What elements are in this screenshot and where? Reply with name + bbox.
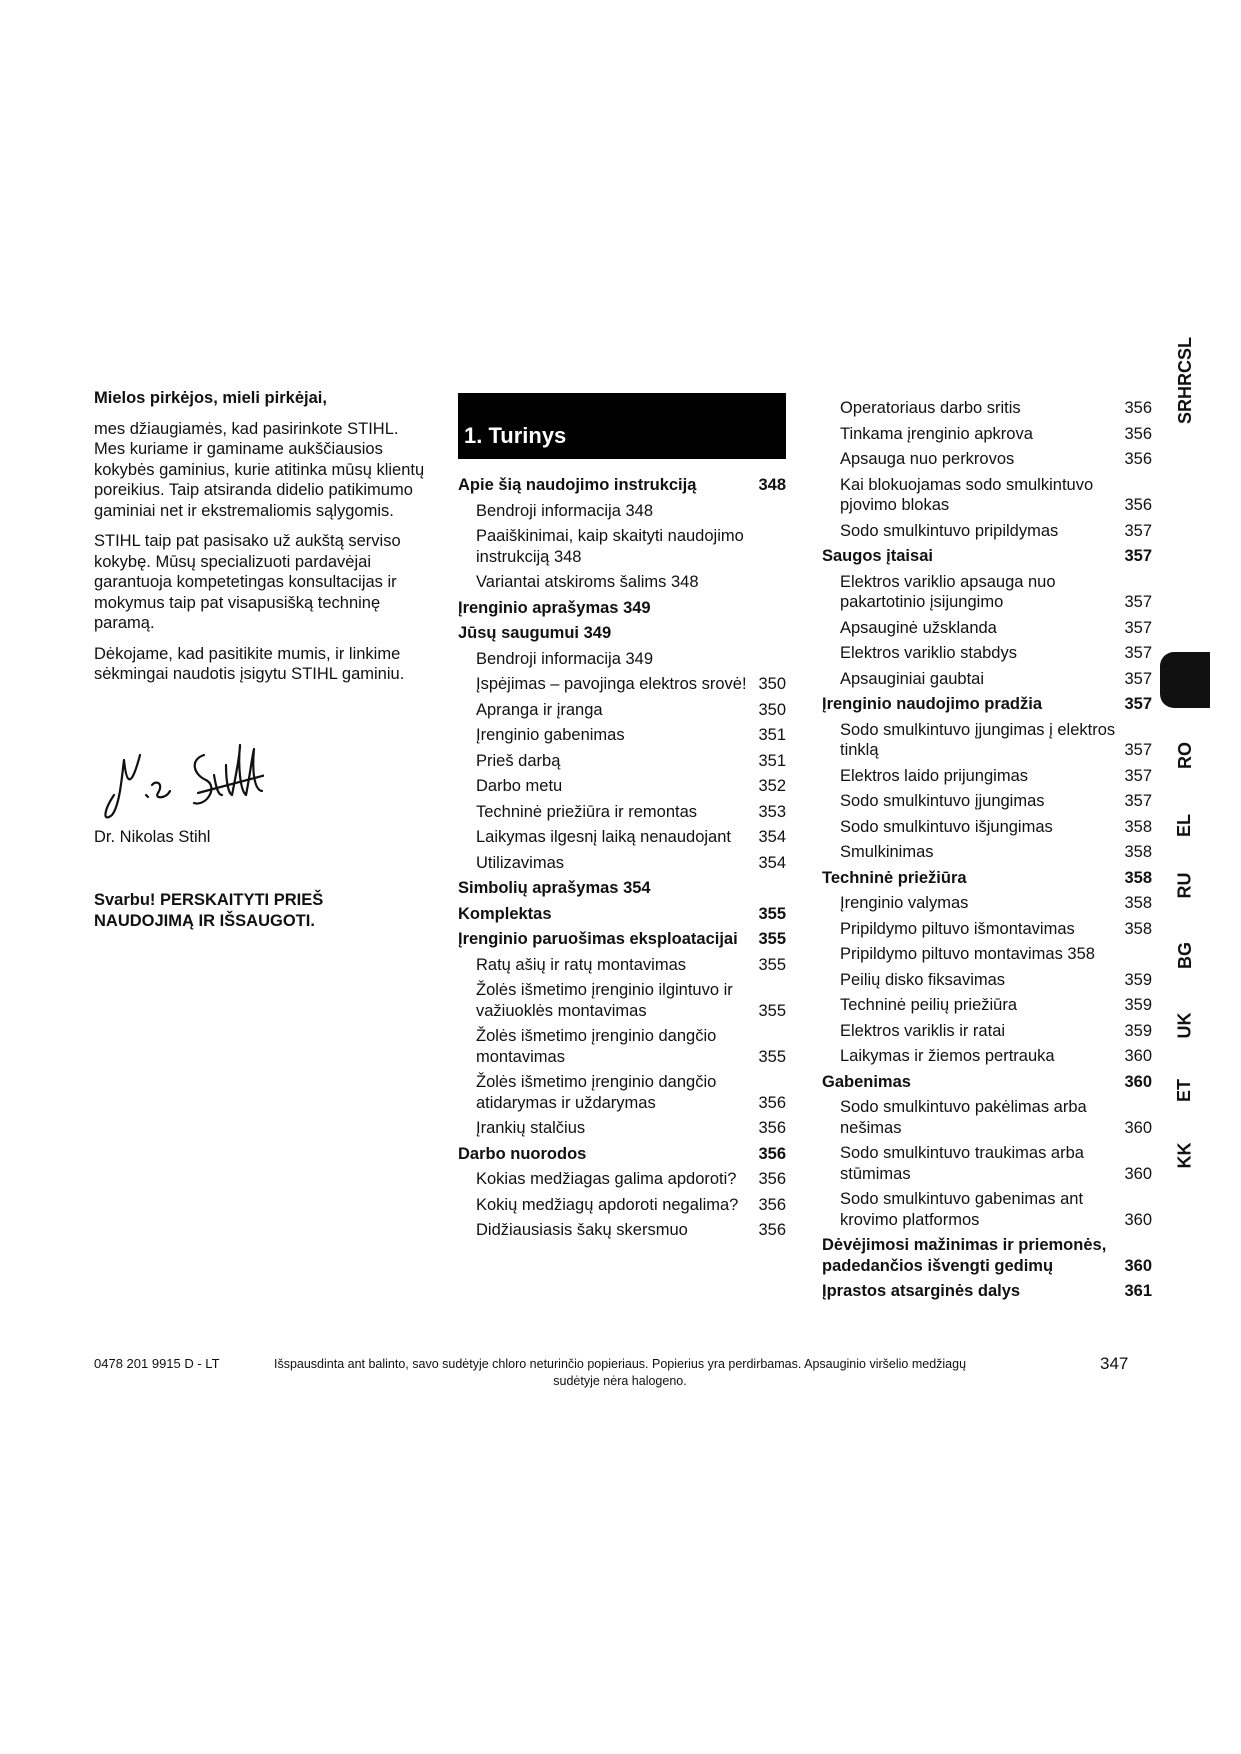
toc-entry-page: 357 <box>1124 547 1152 565</box>
toc-entry-title: Sodo smulkintuvo pakėlimas arba nešimas <box>840 1098 1087 1137</box>
toc-entry-title: Variantai atskiroms šalims 348 <box>476 573 699 591</box>
toc-entry-title: Utilizavimas <box>476 853 565 872</box>
toc-entry[interactable] <box>458 853 786 874</box>
toc-entry-title: Paaiškinimai, kaip skaityti naudojimo instrukciją 348 <box>476 527 744 566</box>
toc-entry[interactable] <box>822 842 1152 863</box>
toc-entry[interactable] <box>822 424 1152 445</box>
toc-entry-page: 360 <box>1124 1072 1152 1091</box>
toc-entry-page: 357 <box>1124 593 1152 611</box>
toc-entry-page: 357 <box>1124 669 1152 688</box>
toc-entry-title: Ratų ašių ir ratų montavimas <box>476 955 686 974</box>
toc-entry[interactable] <box>822 572 1152 613</box>
intro-paragraph-1: mes džiaugiamės, kad pasirinkote STIHL. Mes kuriame ir gaminame aukščiausios kokybės gaminius, kurie atitinka mūsų klientų poreikius. Taip atsiranda didelio patikimumo gaminiai net ir ekstremaliomis sąlygomis. <box>94 419 425 520</box>
toc-entry-title: Bendroji informacija 349 <box>476 649 654 668</box>
toc-entry-page: 356 <box>758 1221 786 1239</box>
toc-entry-page: 356 <box>1124 399 1152 417</box>
paper-note: Išspausdinta ant balinto, savo sudėtyje chloro neturinčio popieriaus. Popierius yra perdirbamas. Apsauginio viršelio medžiagų sudėtyje nėra halogeno. <box>273 1357 967 1388</box>
toc-entry-page: 357 <box>1124 644 1152 662</box>
language-tab-kk[interactable] <box>1168 1130 1202 1180</box>
document-code: 0478 201 9915 D - LT <box>94 1356 220 1371</box>
toc-section[interactable] <box>458 623 786 644</box>
toc-entry-title: Įrankių stalčius <box>476 1119 586 1137</box>
language-tab-label: UK <box>1174 1012 1195 1038</box>
toc-entry-page: 355 <box>758 1047 786 1066</box>
toc-entry[interactable] <box>458 674 786 695</box>
toc-entry-page: 358 <box>1124 868 1152 887</box>
toc-entry-page: 356 <box>758 1170 786 1188</box>
toc-entry[interactable] <box>458 751 786 772</box>
toc-entry-page: 356 <box>758 1144 786 1163</box>
toc-entry-title: Smulkinimas <box>840 843 934 861</box>
toc-entry-page: 351 <box>758 726 786 744</box>
toc-entry-page: 358 <box>1124 817 1152 836</box>
toc-entry-page: 354 <box>758 828 786 846</box>
active-language-tab[interactable] <box>1160 652 1210 708</box>
toc-entry-page: 350 <box>758 675 786 693</box>
toc-entry-title: Apsauginė užsklanda <box>840 618 997 637</box>
toc-entry-title: Sodo smulkintuvo gabenimas ant krovimo platformos <box>840 1190 1084 1229</box>
toc-entry[interactable] <box>458 955 786 976</box>
toc-entry-title: Apsauga nuo perkrovos <box>840 450 1015 468</box>
toc-entry-page: 357 <box>1124 792 1152 810</box>
toc-entry[interactable] <box>458 649 786 670</box>
toc-entry-page: 358 <box>1124 843 1152 861</box>
toc-entry[interactable] <box>458 725 786 746</box>
toc-entry-title: Žolės išmetimo įrenginio ilgintuvo ir važiuoklės montavimas <box>476 981 733 1020</box>
toc-entry[interactable] <box>822 791 1152 812</box>
important-notice: Svarbu! PERSKAITYTI PRIEŠ NAUDOJIMĄ IR IŠSAUGOTI. <box>94 891 324 930</box>
toc-entry-page: 356 <box>1124 424 1152 443</box>
toc-entry[interactable] <box>822 970 1152 991</box>
toc-section[interactable] <box>822 868 1152 889</box>
toc-section[interactable] <box>458 475 786 496</box>
language-tab-bg[interactable] <box>1168 930 1202 980</box>
toc-entry-page: 356 <box>758 1195 786 1214</box>
toc-entry-title: Sodo smulkintuvo įjungimas <box>840 792 1045 810</box>
signature-image <box>94 735 264 823</box>
toc-section[interactable] <box>822 1235 1152 1276</box>
toc-section[interactable] <box>822 694 1152 715</box>
toc-entry-page: 360 <box>1124 1118 1152 1137</box>
toc-column-1 <box>458 470 786 1241</box>
toc-entry-title: Prieš darbą <box>476 751 561 770</box>
language-tab-label: SRHRCSL <box>1174 336 1195 424</box>
toc-section[interactable] <box>458 878 786 899</box>
toc-section[interactable] <box>458 929 786 950</box>
language-tab-label: RU <box>1174 872 1195 898</box>
toc-entry[interactable] <box>822 919 1152 940</box>
toc-entry[interactable] <box>458 1118 786 1139</box>
toc-entry[interactable] <box>822 995 1152 1016</box>
toc-entry[interactable] <box>458 1026 786 1067</box>
toc-entry-title: Įprastos atsarginės dalys <box>822 1282 1021 1300</box>
toc-entry-page: 354 <box>758 853 786 872</box>
toc-entry-page: 353 <box>758 802 786 821</box>
language-tab-label: EL <box>1174 813 1195 837</box>
toc-entry-title: Žolės išmetimo įrenginio dangčio montavimas <box>476 1027 717 1066</box>
greeting: Mielos pirkėjos, mieli pirkėjai, <box>94 389 327 407</box>
toc-entry-title: Apsauginiai gaubtai <box>840 669 985 688</box>
intro-paragraph-3: Dėkojame, kad pasitikite mumis, ir linkime sėkmingai naudotis įsigytu STIHL gaminiu. <box>94 644 405 683</box>
toc-entry-title: Apranga ir įranga <box>476 700 603 719</box>
toc-entry[interactable] <box>822 766 1152 787</box>
toc-section[interactable] <box>822 546 1152 567</box>
toc-entry-title: Laikymas ir žiemos pertrauka <box>840 1047 1055 1065</box>
language-tab-el[interactable] <box>1168 800 1202 850</box>
toc-entry[interactable] <box>822 669 1152 690</box>
toc-entry[interactable] <box>458 827 786 848</box>
toc-entry-title: Tinkama įrenginio apkrova <box>840 424 1033 443</box>
toc-entry[interactable] <box>458 802 786 823</box>
toc-section[interactable] <box>458 904 786 925</box>
intro-paragraph-2: STIHL taip pat pasisako už aukštą serviso kokybę. Mūsų specializuoti pardavėjai garantuoja kompetetingas konsultacijas ir mokymus taip pat visapusišką techninę paramą. <box>94 532 401 632</box>
toc-entry-title: Operatoriaus darbo sritis <box>840 399 1021 417</box>
toc-entry[interactable] <box>822 449 1152 470</box>
toc-entry[interactable] <box>822 1143 1152 1184</box>
toc-entry-page: 359 <box>1124 1021 1152 1040</box>
toc-entry-title: Įrenginio aprašymas 349 <box>458 598 651 617</box>
toc-entry-title: Techninė priežiūra <box>822 868 967 887</box>
language-tab-uk[interactable] <box>1168 1000 1202 1050</box>
toc-entry-title: Jūsų saugumui 349 <box>458 624 612 642</box>
toc-entry[interactable] <box>458 572 786 593</box>
toc-entry-title: Didžiausiasis šakų skersmuo <box>476 1221 688 1239</box>
toc-entry-title: Pripildymo piltuvo montavimas 358 <box>840 945 1095 963</box>
toc-entry-title: Kokių medžiagų apdoroti negalima? <box>476 1195 739 1214</box>
toc-entry-title: Kokias medžiagas galima apdoroti? <box>476 1170 737 1188</box>
toc-entry-title: Elektros laido prijungimas <box>840 766 1029 785</box>
toc-entry-title: Įrenginio gabenimas <box>476 726 625 744</box>
language-tab-label: BG <box>1174 941 1195 969</box>
toc-entry[interactable] <box>822 1021 1152 1042</box>
toc-entry-title: Sodo smulkintuvo traukimas arba stūmimas <box>840 1144 1084 1183</box>
toc-entry-title: Bendroji informacija 348 <box>476 501 654 520</box>
toc-entry-page: 356 <box>758 1093 786 1112</box>
toc-entry[interactable] <box>822 817 1152 838</box>
toc-entry-page: 355 <box>758 904 786 923</box>
toc-entry-page: 352 <box>758 777 786 795</box>
toc-entry-page: 358 <box>1124 894 1152 912</box>
toc-entry[interactable] <box>822 944 1152 965</box>
toc-section[interactable] <box>822 1281 1152 1302</box>
toc-entry[interactable] <box>458 501 786 522</box>
toc-entry[interactable] <box>822 720 1152 761</box>
toc-entry-page: 355 <box>758 955 786 974</box>
toc-entry-page: 359 <box>1124 996 1152 1014</box>
toc-entry-page: 356 <box>758 1119 786 1137</box>
toc-entry-title: Pripildymo piltuvo išmontavimas <box>840 919 1075 938</box>
toc-entry-title: Techninė peilių priežiūra <box>840 996 1018 1014</box>
toc-header <box>458 393 786 459</box>
toc-entry-page: 358 <box>1124 919 1152 938</box>
language-tab-label: ET <box>1174 1078 1195 1102</box>
intro-letter <box>94 388 434 695</box>
toc-entry-title: Sodo smulkintuvo pripildymas <box>840 521 1059 540</box>
toc-entry-page: 357 <box>1124 741 1152 759</box>
toc-entry-title: Sodo smulkintuvo įjungimas į elektros tinklą <box>840 720 1116 759</box>
toc-entry[interactable] <box>822 618 1152 639</box>
toc-entry-page: 356 <box>1124 450 1152 468</box>
toc-entry-title: Gabenimas <box>822 1072 911 1091</box>
page-number: 347 <box>1100 1354 1129 1373</box>
toc-entry-title: Sodo smulkintuvo išjungimas <box>840 817 1053 836</box>
toc-entry-title: Laikymas ilgesnį laiką nenaudojant <box>476 828 731 846</box>
toc-entry-title: Peilių disko fiksavimas <box>840 970 1006 989</box>
toc-entry-title: Įrenginio valymas <box>840 894 969 912</box>
toc-entry-title: Įrenginio paruošimas eksploatacijai <box>458 930 738 948</box>
signature-name: Dr. Nikolas Stihl <box>94 828 211 846</box>
toc-entry-page: 360 <box>1124 1256 1152 1275</box>
toc-entry-title: Darbo metu <box>476 777 563 795</box>
toc-entry[interactable] <box>458 980 786 1021</box>
toc-entry-title: Simbolių aprašymas 354 <box>458 879 651 897</box>
toc-entry[interactable] <box>458 1169 786 1190</box>
toc-entry[interactable] <box>822 1097 1152 1138</box>
toc-entry-title: Įrenginio naudojimo pradžia <box>822 695 1043 713</box>
toc-entry-title: Elektros variklio stabdys <box>840 644 1017 662</box>
toc-entry[interactable] <box>458 1072 786 1113</box>
toc-entry-title: Apie šią naudojimo instrukciją <box>458 476 697 494</box>
toc-entry-title: Elektros variklis ir ratai <box>840 1021 1006 1040</box>
toc-entry-page: 355 <box>758 930 786 948</box>
toc-entry[interactable] <box>822 475 1152 516</box>
toc-entry-title: Elektros variklio apsauga nuo pakartotinio įsijungimo <box>840 572 1056 611</box>
toc-entry[interactable] <box>458 1220 786 1241</box>
language-tab-et[interactable] <box>1168 1065 1202 1115</box>
toc-entry[interactable] <box>822 521 1152 542</box>
toc-entry-title: Žolės išmetimo įrenginio dangčio atidarymas ir uždarymas <box>476 1073 717 1112</box>
language-tab-label: KK <box>1174 1142 1195 1168</box>
toc-entry[interactable] <box>458 700 786 721</box>
toc-column-2 <box>822 393 1152 1302</box>
toc-entry-page: 357 <box>1124 766 1152 785</box>
language-tab-ro[interactable] <box>1168 730 1202 780</box>
toc-entry[interactable] <box>458 526 786 567</box>
toc-entry-page: 357 <box>1124 521 1152 540</box>
toc-section[interactable] <box>458 1144 786 1165</box>
toc-section[interactable] <box>822 1072 1152 1093</box>
toc-entry-page: 357 <box>1124 618 1152 637</box>
language-tab-srhrcsl[interactable] <box>1168 330 1202 430</box>
toc-title: 1. Turinys <box>464 423 567 448</box>
toc-section[interactable] <box>458 598 786 619</box>
language-tabs <box>1160 330 1210 1168</box>
toc-entry-page: 360 <box>1124 1047 1152 1065</box>
toc-entry-page: 355 <box>758 1001 786 1020</box>
toc-entry[interactable] <box>822 893 1152 914</box>
language-tab-label: RO <box>1174 741 1195 769</box>
toc-entry-title: Techninė priežiūra ir remontas <box>476 802 698 821</box>
toc-entry-title: Darbo nuorodos <box>458 1144 587 1163</box>
toc-entry[interactable] <box>822 1189 1152 1230</box>
language-tab-ru[interactable] <box>1168 860 1202 910</box>
toc-entry-page: 361 <box>1124 1282 1152 1300</box>
toc-entry-title: Saugos įtaisai <box>822 547 933 565</box>
toc-entry[interactable] <box>822 643 1152 664</box>
toc-entry[interactable] <box>822 1046 1152 1067</box>
toc-entry-title: Kai blokuojamas sodo smulkintuvo pjovimo blokas <box>840 475 1094 514</box>
toc-entry-page: 360 <box>1124 1210 1152 1229</box>
toc-entry-title: Dėvėjimosi mažinimas ir priemonės, padedančios išvengti gedimų <box>822 1236 1107 1275</box>
toc-entry-page: 359 <box>1124 970 1152 989</box>
toc-entry-title: Įspėjimas – pavojinga elektros srovė! <box>476 675 747 693</box>
toc-entry-page: 357 <box>1124 695 1152 713</box>
toc-entry-page: 351 <box>758 751 786 770</box>
toc-entry-page: 360 <box>1124 1164 1152 1183</box>
toc-entry-page: 356 <box>1124 496 1152 514</box>
toc-entry-page: 350 <box>758 700 786 719</box>
toc-entry[interactable] <box>822 398 1152 419</box>
toc-entry[interactable] <box>458 1195 786 1216</box>
toc-entry-page: 348 <box>758 476 786 494</box>
toc-entry-title: Komplektas <box>458 904 552 923</box>
toc-entry[interactable] <box>458 776 786 797</box>
